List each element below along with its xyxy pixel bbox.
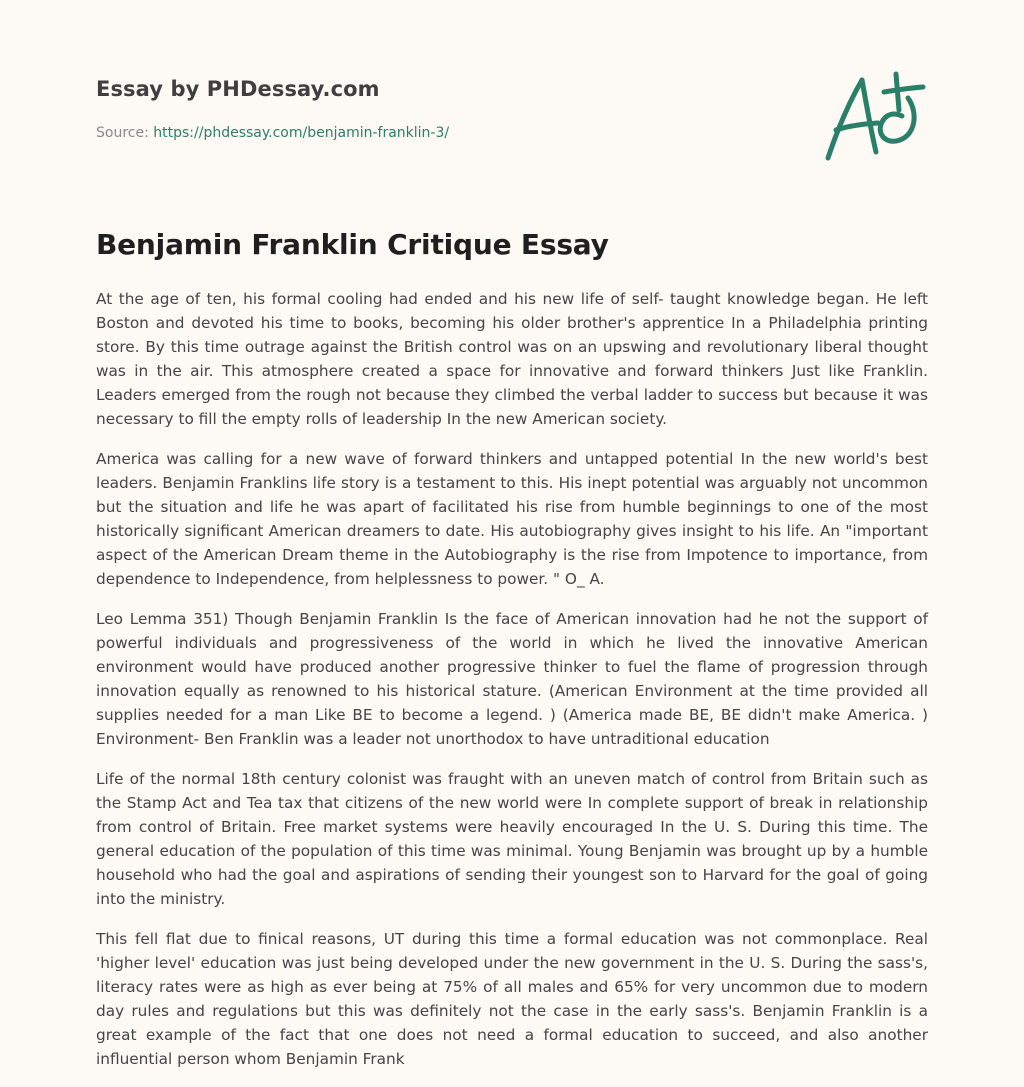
essay-paragraph: At the age of ten, his formal cooling had ended and his new life of self- taught knowledge began. He left Boston and devoted his time to books, becoming his older brother's apprentice In a Philadelphia printing store. By this time outrage against the British control was on an upswing and revolutionary liberal thought was in the air. This atmosphere created a space for innovative and forward thinkers Just like Franklin. Leaders emerged from the rough not because they climbed the verbal ladder to success but because it was necessary to fill the empty rolls of leadership In the new American society. (96, 290, 928, 428)
source-line (96, 125, 449, 141)
source-link[interactable]: https://phdessay.com/benjamin-franklin-3/ (153, 125, 450, 141)
a-plus-logo-icon (820, 68, 928, 164)
site-title: Essay by PHDessay.com (96, 77, 380, 101)
essay-paragraph: This fell flat due to finical reasons, UT during this time a formal education was not commonplace. Real 'higher level' education was just being developed under the new government in the U. S. During the sass's, literacy rates were as high as ever being at 75% of all males and 65% for very uncommon due to modern day rules and regulations but this was definitely not the case in the early sass's. Benjamin Franklin is a great example of the fact that one does not need a formal education to succeed, and also another influential person whom Benjamin Frank (96, 930, 928, 1068)
essay-paragraph: Leo Lemma 351) Though Benjamin Franklin Is the face of American innovation had he not the support of powerful individuals and progressiveness of the world in which he lived the innovative American environment would have produced another progressive thinker to fuel the flame of progression through innovation equally as renowned to his historical stature. (American Environment at the time provided all supplies needed for a man Like BE to become a legend. ) (America made BE, BE didn't make America. ) Environment- Ben Franklin was a leader not unorthodox to have untraditional education (96, 610, 928, 748)
essay-title: Benjamin Franklin Critique Essay (96, 228, 609, 261)
source-label: Source: (96, 125, 154, 141)
essay-paragraph: America was calling for a new wave of forward thinkers and untapped potential In the new world's best leaders. Benjamin Franklins life story is a testament to this. His inept potential was arguably not uncommon but the situation and life he was apart of facilitated his rise from humble beginnings to one of the most historically significant American dreamers to date. His autobiography gives insight to his life. An "important aspect of the American Dream theme in the Autobiography is the rise from Impotence to importance, from dependence to Independence, from helplessness to power. " O_ A. (96, 450, 928, 588)
essay-paragraph: Life of the normal 18th century colonist was fraught with an uneven match of control from Britain such as the Stamp Act and Tea tax that citizens of the new world were In complete support of break in relationship from control of Britain. Free market systems were heavily encouraged In the U. S. During this time. The general education of the population of this time was minimal. Young Benjamin was brought up by a humble household who had the goal and aspirations of sending their youngest son to Harvard for the goal of going into the ministry. (96, 770, 928, 908)
essay-body (96, 287, 928, 1087)
